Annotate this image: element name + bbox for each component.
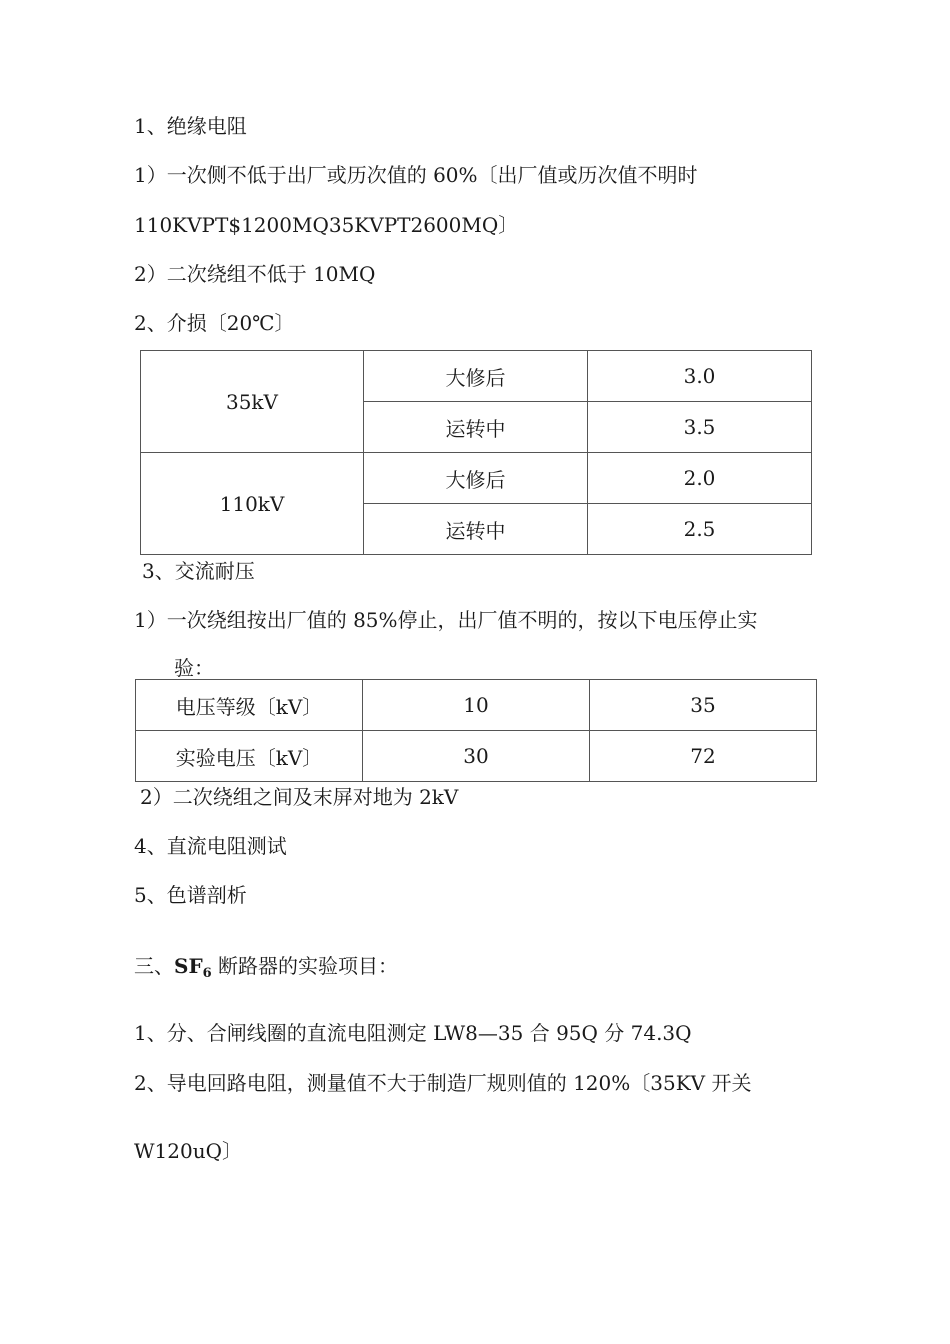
sf6-heading-sf: SF: [174, 954, 203, 978]
loss-value-cell: 2.5: [588, 504, 812, 555]
loss-state-cell: 大修后: [364, 351, 588, 402]
section-sf6-heading: [134, 952, 398, 980]
table-row: [141, 453, 812, 504]
section-chroma-title: 5、色谱剖析: [134, 883, 247, 907]
voltage-level-35: 35: [590, 680, 817, 731]
loss-state-cell: 运转中: [364, 504, 588, 555]
loss-table: [140, 350, 812, 555]
voltage-level-10: 10: [363, 680, 590, 731]
loss-voltage-110kv: 110kV: [141, 453, 364, 555]
table-row: [141, 351, 812, 402]
insulation-item2: 2）二次绕组不低于 10MQ: [134, 262, 376, 286]
sf6-item1: 1、分、合闸线圈的直流电阻测定 LW8—35 合 95Q 分 74.3Q: [134, 1021, 692, 1045]
withstand-item1-line2: 验：: [174, 656, 214, 680]
loss-voltage-35kv: 35kV: [141, 351, 364, 453]
sf6-item2-line1: 2、导电回路电阻，测量值不大于制造厂规则值的 120%〔35KV 开关: [134, 1071, 752, 1095]
withstand-item2: 2）二次绕组之间及末屏对地为 2kV: [140, 785, 459, 809]
loss-state-cell: 大修后: [364, 453, 588, 504]
voltage-test-table: [135, 679, 817, 782]
loss-value-cell: 2.0: [588, 453, 812, 504]
section-dc-title: 4、直流电阻测试: [134, 834, 287, 858]
test-voltage-30: 30: [363, 731, 590, 782]
voltage-level-label: 电压等级〔kV〕: [136, 680, 363, 731]
test-voltage-label: 实验电压〔kV〕: [136, 731, 363, 782]
withstand-item1-line1: 1）一次绕组按出厂值的 85%停止，出厂值不明的，按以下电压停止实: [134, 608, 758, 632]
sf6-heading-prefix: 三、: [134, 954, 174, 978]
section-withstand-title: 3、交流耐压: [142, 559, 255, 583]
sf6-heading-suffix: 断路器的实验项目：: [211, 954, 399, 978]
insulation-item1-line2: 110KVPT$1200MQ35KVPT2600MQ〕: [134, 213, 519, 237]
section-insulation-title: 1、绝缘电阻: [134, 114, 247, 138]
loss-state-cell: 运转中: [364, 402, 588, 453]
sf6-heading-subscript: 6: [202, 966, 212, 981]
table-row: [136, 731, 817, 782]
section-loss-title: 2、介损〔20℃〕: [134, 311, 295, 335]
table-row: [136, 680, 817, 731]
sf6-item2-line2: W120uQ〕: [134, 1139, 243, 1163]
insulation-item1-line1: 1）一次侧不低于出厂或历次值的 60%〔出厂值或历次值不明时: [134, 163, 698, 187]
test-voltage-72: 72: [590, 731, 817, 782]
loss-value-cell: 3.0: [588, 351, 812, 402]
loss-value-cell: 3.5: [588, 402, 812, 453]
